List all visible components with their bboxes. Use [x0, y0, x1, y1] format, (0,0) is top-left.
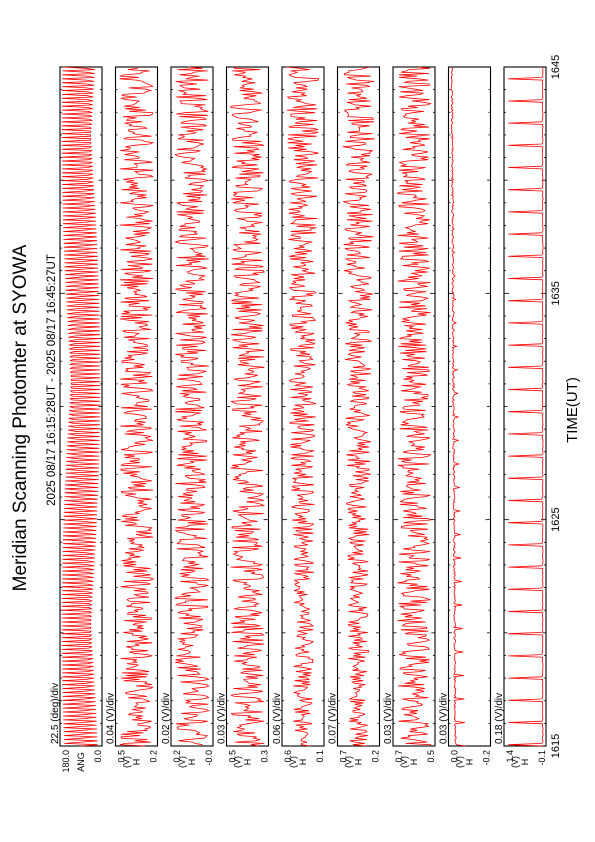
panel-unit-label: (V): [121, 756, 132, 768]
panel-ymax-label: 0.5: [227, 750, 238, 763]
panel-channel-label: H: [520, 758, 530, 766]
panel-4: [217, 67, 270, 768]
panel-trace: [398, 67, 431, 746]
panel-channel-label: H: [298, 758, 308, 766]
x-tick-label: 1625: [550, 507, 562, 532]
panel-7: [383, 67, 436, 768]
panel-ymax-label: 1.4: [505, 750, 515, 763]
x-axis-label: TIME(UT): [564, 377, 581, 443]
panel-unit-label: (V): [399, 756, 409, 768]
panel-2: [106, 67, 159, 768]
panel-scale-label: 0.04 (V)/div: [105, 692, 117, 744]
x-tick-label: 1645: [550, 54, 562, 80]
panel-unit-label: (V): [510, 756, 520, 768]
panel-ymin-label: 0.0: [93, 750, 103, 763]
chart-title: Meridian Scanning Photomter at SYOWA: [10, 244, 31, 592]
panel-3: [161, 67, 214, 768]
panel-time-ticks: [282, 67, 324, 746]
panel-6: [328, 67, 381, 768]
panel-scale-label: 0.18 (V)/div: [494, 692, 505, 744]
panel-trace: [286, 67, 318, 746]
panel-trace: [62, 67, 101, 746]
panel-channel-label: H: [242, 758, 253, 766]
panel-unit-label: (V): [288, 756, 298, 768]
panel-ymax-label: 0.5: [116, 750, 127, 763]
panel-ymin-label: -0.1: [537, 750, 547, 766]
panel-time-ticks: [449, 67, 491, 746]
panel-channel-label: ANG: [76, 752, 86, 772]
panel-unit-label: (V): [177, 756, 187, 768]
panel-channel-label: H: [353, 758, 364, 766]
panel-ymin-label: -0.0: [204, 750, 214, 766]
x-tick-label: 1635: [550, 281, 562, 306]
panel-8: [439, 67, 492, 768]
panel-scale-label: 22.5 (deg)/div: [50, 682, 61, 744]
x-tick-label: 1615: [550, 733, 562, 759]
panel-frame: [449, 67, 491, 746]
panel-scale-label: 0.03 (V)/div: [438, 692, 450, 744]
panel-scale-label: 0.03 (V)/div: [216, 692, 228, 744]
panel-ymax-label: 0.0: [449, 750, 460, 763]
panel-unit-label: (V): [454, 756, 465, 768]
panel-frame: [282, 67, 324, 746]
x-tick-labels: [550, 55, 562, 758]
panel-ymin-label: 0.5: [426, 750, 436, 763]
panel-ymax-label: 0.7: [338, 750, 349, 763]
panel-ymin-label: 0.2: [370, 750, 381, 763]
panel-scale-label: 0.06 (V)/div: [272, 692, 283, 744]
panel-scale-label: 0.02 (V)/div: [161, 692, 172, 744]
panel-ymax-label: 180.0: [61, 750, 71, 773]
panel-trace: [343, 67, 375, 746]
panel-unit-label: (V): [343, 756, 354, 768]
panel-trace: [120, 67, 154, 746]
panel-9: [494, 67, 547, 768]
panel-channel-label: H: [409, 758, 419, 766]
panels-group: [50, 67, 547, 773]
panel-scale-label: 0.03 (V)/div: [383, 692, 394, 744]
panel-ymin-label: -0.2: [481, 750, 492, 766]
panel-unit-label: (V): [232, 756, 243, 768]
panel-trace: [231, 67, 265, 746]
panel-ymin-label: 0.2: [148, 750, 159, 763]
panel-ymax-label: 0.7: [394, 750, 404, 763]
panel-ymax-label: 0.2: [172, 750, 182, 763]
panel-scale-label: 0.07 (V)/div: [327, 692, 339, 744]
panel-5: [272, 67, 325, 768]
time-range-label: 2025 08/17 16:15:28UT - 2025 08/17 16:45:27UT: [46, 254, 58, 506]
panel-ymax-label: 0.6: [283, 750, 293, 763]
panel-trace: [175, 67, 209, 746]
panel-channel-label: H: [464, 758, 475, 766]
panel-ymin-label: 0.3: [259, 750, 270, 763]
panel-ymin-label: 0.1: [315, 750, 325, 763]
panel-trace: [508, 67, 543, 746]
panel-trace: [451, 67, 465, 746]
panel-channel-label: H: [187, 758, 197, 766]
panel-channel-label: H: [131, 758, 142, 766]
